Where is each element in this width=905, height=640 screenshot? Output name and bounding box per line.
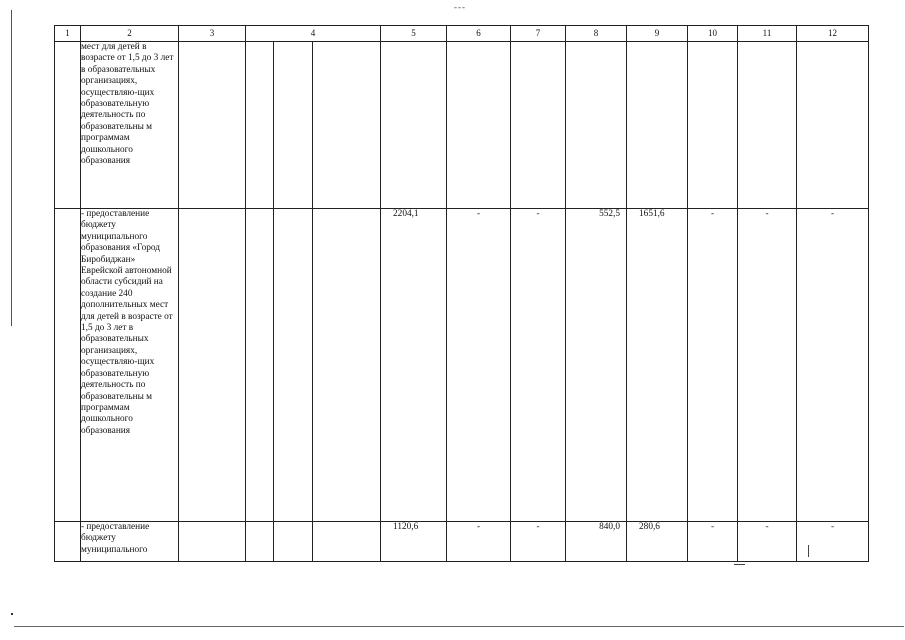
- cell-number: [55, 522, 81, 562]
- cell-col4b: [274, 522, 313, 562]
- cell-col8: 552,5: [566, 209, 627, 522]
- cell-description: - предоставление бюджету муниципального: [81, 522, 179, 562]
- cell-description: мест для детей в возрасте от 1,5 до 3 лет в образовательных организациях, осуществляю-щих образовательную деятельность по образовательны м программам дошкольного образования: [81, 42, 179, 209]
- col-header-10: 10: [688, 26, 738, 42]
- cell-col9: 1651,6: [627, 209, 688, 522]
- col-header-3: 3: [179, 26, 246, 42]
- cell-number: [55, 209, 81, 522]
- cell-col10: [688, 42, 738, 209]
- col-header-9: 9: [627, 26, 688, 42]
- left-margin-rule: [11, 10, 12, 326]
- cell-col4a: [246, 42, 274, 209]
- col-header-11: 11: [738, 26, 797, 42]
- budget-table: [54, 25, 869, 562]
- scan-mark-dash: [734, 564, 745, 565]
- cell-col4b: [274, 42, 313, 209]
- col-header-7: 7: [511, 26, 566, 42]
- col-header-8: 8: [566, 26, 627, 42]
- cell-col10: -: [688, 522, 738, 562]
- cell-col5: 1120,6: [381, 522, 447, 562]
- cell-col7: -: [511, 522, 566, 562]
- cell-col12: -: [797, 522, 869, 562]
- page-header-mark: ---: [454, 2, 466, 12]
- cell-col4b: [274, 209, 313, 522]
- cell-description: - предоставление бюджету муниципального образования «Город Биробиджан» Еврейской автономной области субсидий на создание 240 дополнительных мест для детей в возрасте от 1,5 до 3 лет в образовательных организациях, осуществляю-щих образовательную деятельность по образовательны м программам дошкольного образования: [81, 209, 179, 522]
- table-row: [55, 522, 869, 562]
- cell-col6: [447, 42, 511, 209]
- cell-col4a: [246, 522, 274, 562]
- cell-col5: 2204,1: [381, 209, 447, 522]
- col-header-12: 12: [797, 26, 869, 42]
- cell-col7: [511, 42, 566, 209]
- cell-col9: [627, 42, 688, 209]
- col-header-4: 4: [246, 26, 381, 42]
- cell-col5: [381, 42, 447, 209]
- col-header-1: 1: [55, 26, 81, 42]
- cell-col8: 840,0: [566, 522, 627, 562]
- cell-col4c: [313, 42, 381, 209]
- cell-col11: -: [738, 522, 797, 562]
- cell-col3: [179, 42, 246, 209]
- cell-col8: [566, 42, 627, 209]
- cell-col10: -: [688, 209, 738, 522]
- cell-col3: [179, 522, 246, 562]
- table-row: [55, 209, 869, 522]
- cell-col6: -: [447, 209, 511, 522]
- bottom-rule: [14, 626, 904, 627]
- table-row: [55, 42, 869, 209]
- cell-col4c: [313, 209, 381, 522]
- col-header-5: 5: [381, 26, 447, 42]
- cell-col7: -: [511, 209, 566, 522]
- col-header-6: 6: [447, 26, 511, 42]
- cell-col4a: [246, 209, 274, 522]
- scan-mark-tick: [808, 545, 809, 557]
- cell-number: [55, 42, 81, 209]
- cell-col11: [738, 42, 797, 209]
- scan-speck: [11, 613, 13, 615]
- col-header-2: 2: [81, 26, 179, 42]
- cell-col12: -: [797, 209, 869, 522]
- header-row: [55, 26, 869, 42]
- cell-col9: 280,6: [627, 522, 688, 562]
- cell-col6: -: [447, 522, 511, 562]
- cell-col11: -: [738, 209, 797, 522]
- cell-col12: [797, 42, 869, 209]
- cell-col4c: [313, 522, 381, 562]
- cell-col3: [179, 209, 246, 522]
